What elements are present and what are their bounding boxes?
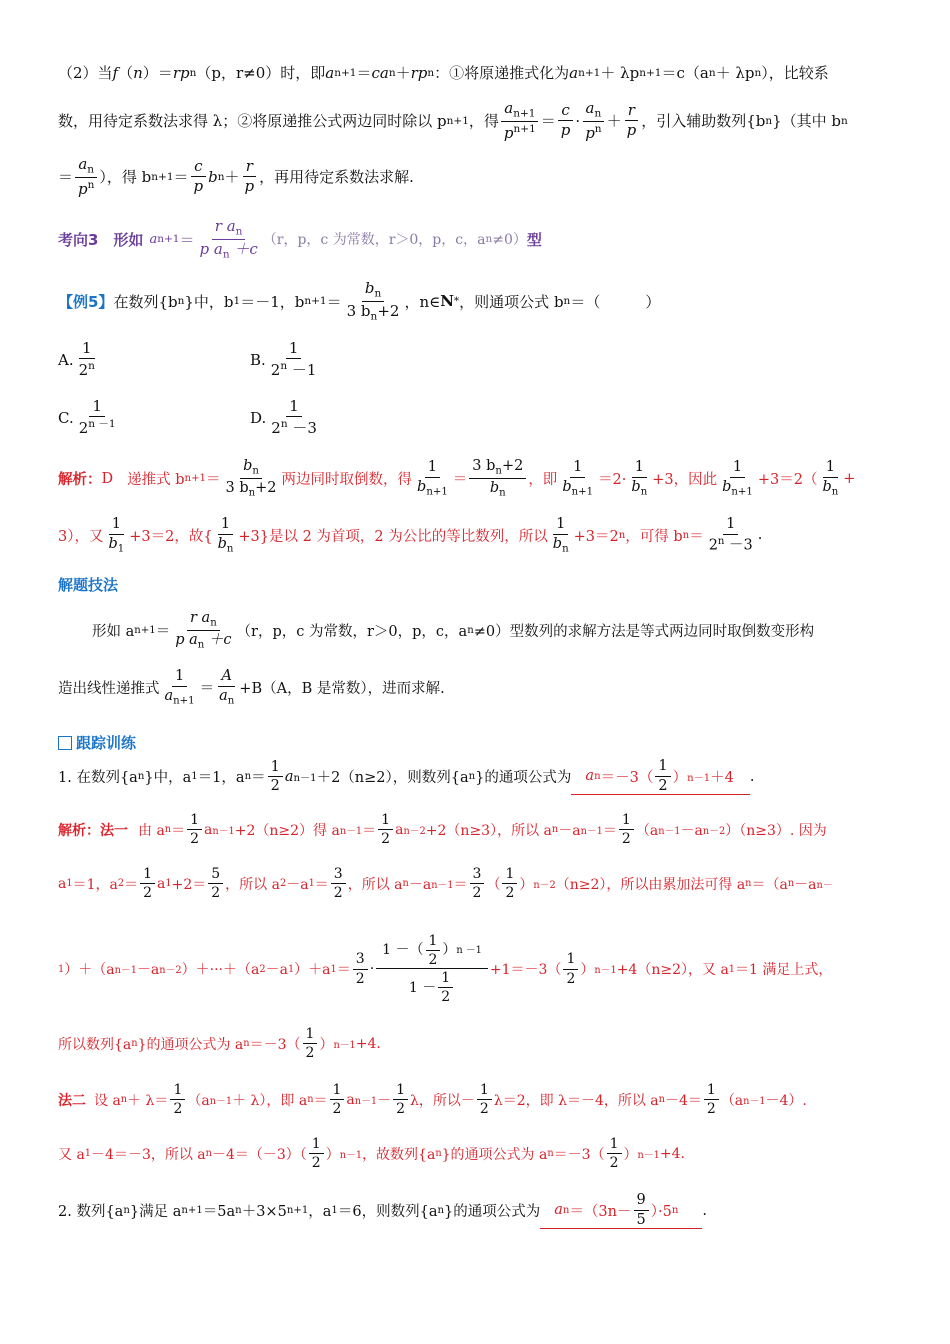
option-b[interactable]: B. $\frac{1}{2^n -1}$ [250, 339, 317, 380]
text-line: （2）当 f （ n ）＝ rp n （p，r≠0）时，即 a n+1 ＝ ca n ＋ rp n ：①将原递推式化为 a n+1 ＋ λp n+1 ＝c（a n ＋ λp n ），比较系 [58, 63, 829, 82]
text-line: 数，用待定系数法求得 λ；②将原递推公式两边同时除以 p n+1 ，得 $\frac{a_{n+1}}{p^{n+1}}$ ＝ $\frac{c}{p}$ · $\frac{a_n}{p^n}$ ＋ $\frac{r}{p}$ ，引入辅助数列{b n }（其中 b n [58, 99, 848, 142]
checkbox-icon [58, 736, 72, 750]
solution-line: 又 a 1 －4＝－3，所以 a n －4＝（－3）（ $\frac{1}{2}$ ） n－1 ，故数列{a n }的通项公式为 a n ＝－3（ $\frac{1}{2}$ ） n－1 +4. [58, 1136, 685, 1172]
track-heading: 跟踪训练 [58, 732, 910, 753]
solution-line: 1 ）＋（a n－1 －a n－2 ）＋···＋（a 2 －a 1 ）＋a 1 ＝ $\frac{3}{2}$ · 1 －（ $\frac{1}{2}$ ） n －1 1 － $\frac{1}{2}$ +1＝－3（ $\frac{1}{2}$ ） n－1 +4（n≥2），又 a 1 ＝1 满足上式， [58, 932, 833, 1006]
option-a[interactable]: A. $\frac{1}{2^n}$ [58, 339, 95, 380]
fraction: $\frac{r a_n}{p a_n +c}$ [199, 217, 258, 261]
section-heading: 考向3 形如 a n+1 ＝ $\frac{r a_n}{p a_n +c}$ （r，p，c 为常数，r＞0，p，c，a n ≠0） 型 [58, 217, 542, 261]
solution-line: 所以数列{a n }的通项公式为 a n ＝－3（ $\frac{1}{2}$ ） n－1 +4. [58, 1026, 381, 1062]
question-1: 1. 在数列{a n }中，a 1 ＝1，a n ＝ $\frac{1}{2}$ a n－1 ＋2（n≥2），则数列{a n }的通项公式为 a n ＝－3（ $\frac{1}{2}$ ） n－1 ＋4 . [58, 758, 755, 795]
fraction: $\frac{r}{p}$ [244, 157, 255, 196]
fraction: $\frac{a_n}{p^n}$ [582, 100, 604, 142]
method-line: 造出线性递推式 $\frac{1}{a_{n+1}}$ ＝ $\frac{A}{a_n}$ +B（A，B 是常数），进而求解. [58, 668, 445, 707]
fraction: $\frac{a_{n+1}}{p^{n+1}}$ [501, 100, 539, 142]
fraction: $\frac{b_n}{3 b_n+2}$ [346, 279, 400, 323]
example-5: 【例5】 在数列{b n }中，b 1 ＝－1，b n+1 ＝ $\frac{b_n}{3 b_n+2}$ ，n∈ N * ，则通项公式 b n ＝（ ） [58, 279, 661, 323]
solution-line: a 1 ＝1，a 2 ＝ $\frac{1}{2}$ a 1 +2＝ $\frac{5}{2}$ ，所以 a 2 －a 1 ＝ $\frac{3}{2}$ ，所以 a n －a n－1 ＝ $\frac{3}{2}$ （ $\frac{1}{2}$ ） n－2 （n≥2），所以由累加法可得 a n ＝（a n －a n－ [58, 866, 833, 902]
solution-line: 解析： D 递推式 b n+1 ＝ $\frac{b_n}{3 b_n+2}$ 两边同时取倒数，得 $\frac{1}{b_{n+1}}$ ＝ $\frac{3 b_n+2}{b_n}$ ，即 $\frac{1}{b_{n+1}}$ ＝2· $\frac{1}{b_n}$ +3，因此 $\frac{1}{b_{n+1}}$ +3＝2（ $\frac{1}{b_n}$ + [58, 458, 856, 499]
answer-blank[interactable]: a n ＝（3n－ $\frac{9}{5}$ ）·5 n [540, 1192, 702, 1229]
solution-line: 3），又 $\frac{1}{b_1}$ +3＝2，故{ $\frac{1}{b_n}$ +3}是以 2 为首项，2 为公比的等比数列，所以 $\frac{1}{b_n}$ +3＝2 n ，可得 b n ＝ $\frac{1}{2^n -3}$ . [58, 516, 763, 555]
option-d[interactable]: D. $\frac{1}{2^n -3}$ [250, 397, 317, 438]
method-line: 形如 a n+1 ＝ $\frac{r a_n}{p a_n +c}$ （r，p，c 为常数，r＞0，p，c，a n ≠0）型数列的求解方法是等式两边同时取倒数变形构 [92, 610, 815, 651]
option-c[interactable]: C. $\frac{1}{2^{n -1}}$ [58, 397, 116, 438]
answer-blank[interactable]: a n ＝－3（ $\frac{1}{2}$ ） n－1 ＋4 [571, 758, 749, 795]
solution-line: 解析：法一 由 a n ＝ $\frac{1}{2}$ a n－1 +2（n≥2）得 a n－1 ＝ $\frac{1}{2}$ a n－2 +2（n≥3），所以 a n －a n－1 ＝ $\frac{1}{2}$ （a n－1 －a n－2 ）（n≥3）. 因为 [58, 812, 827, 848]
fraction: $\frac{c}{p}$ [191, 158, 207, 196]
text-line: ＝ $\frac{a_n}{p^n}$ ），得 b n+1 ＝ $\frac{c}{p}$ b n ＋ $\frac{r}{p}$ ，再用待定系数法求解. [58, 155, 414, 198]
method-heading: 解题技法 [58, 576, 119, 594]
fraction: $\frac{r}{p}$ [626, 101, 637, 140]
big-fraction: 1 －（ $\frac{1}{2}$ ） n －1 1 － $\frac{1}{2}$ [376, 933, 488, 1005]
question-2: 2. 数列{a n }满足 a n+1 ＝5a n ＋3×5 n+1 ，a 1 ＝6，则数列{a n }的通项公式为 a n ＝（3n－ $\frac{9}{5}$ ）·5 n . [58, 1192, 707, 1228]
fraction: $\frac{c}{p}$ [558, 102, 574, 140]
fraction: $\frac{a_n}{p^n}$ [75, 156, 97, 198]
solution-line: 法二 设 a n ＋ λ＝ $\frac{1}{2}$ （a n－1 ＋ λ），即 a n ＝ $\frac{1}{2}$ a n－1 － $\frac{1}{2}$ λ，所以－ $\frac{1}{2}$ λ＝2，即 λ＝－4，所以 a n －4＝ $\frac{1}{2}$ （a n－1 －4）. [58, 1082, 807, 1118]
